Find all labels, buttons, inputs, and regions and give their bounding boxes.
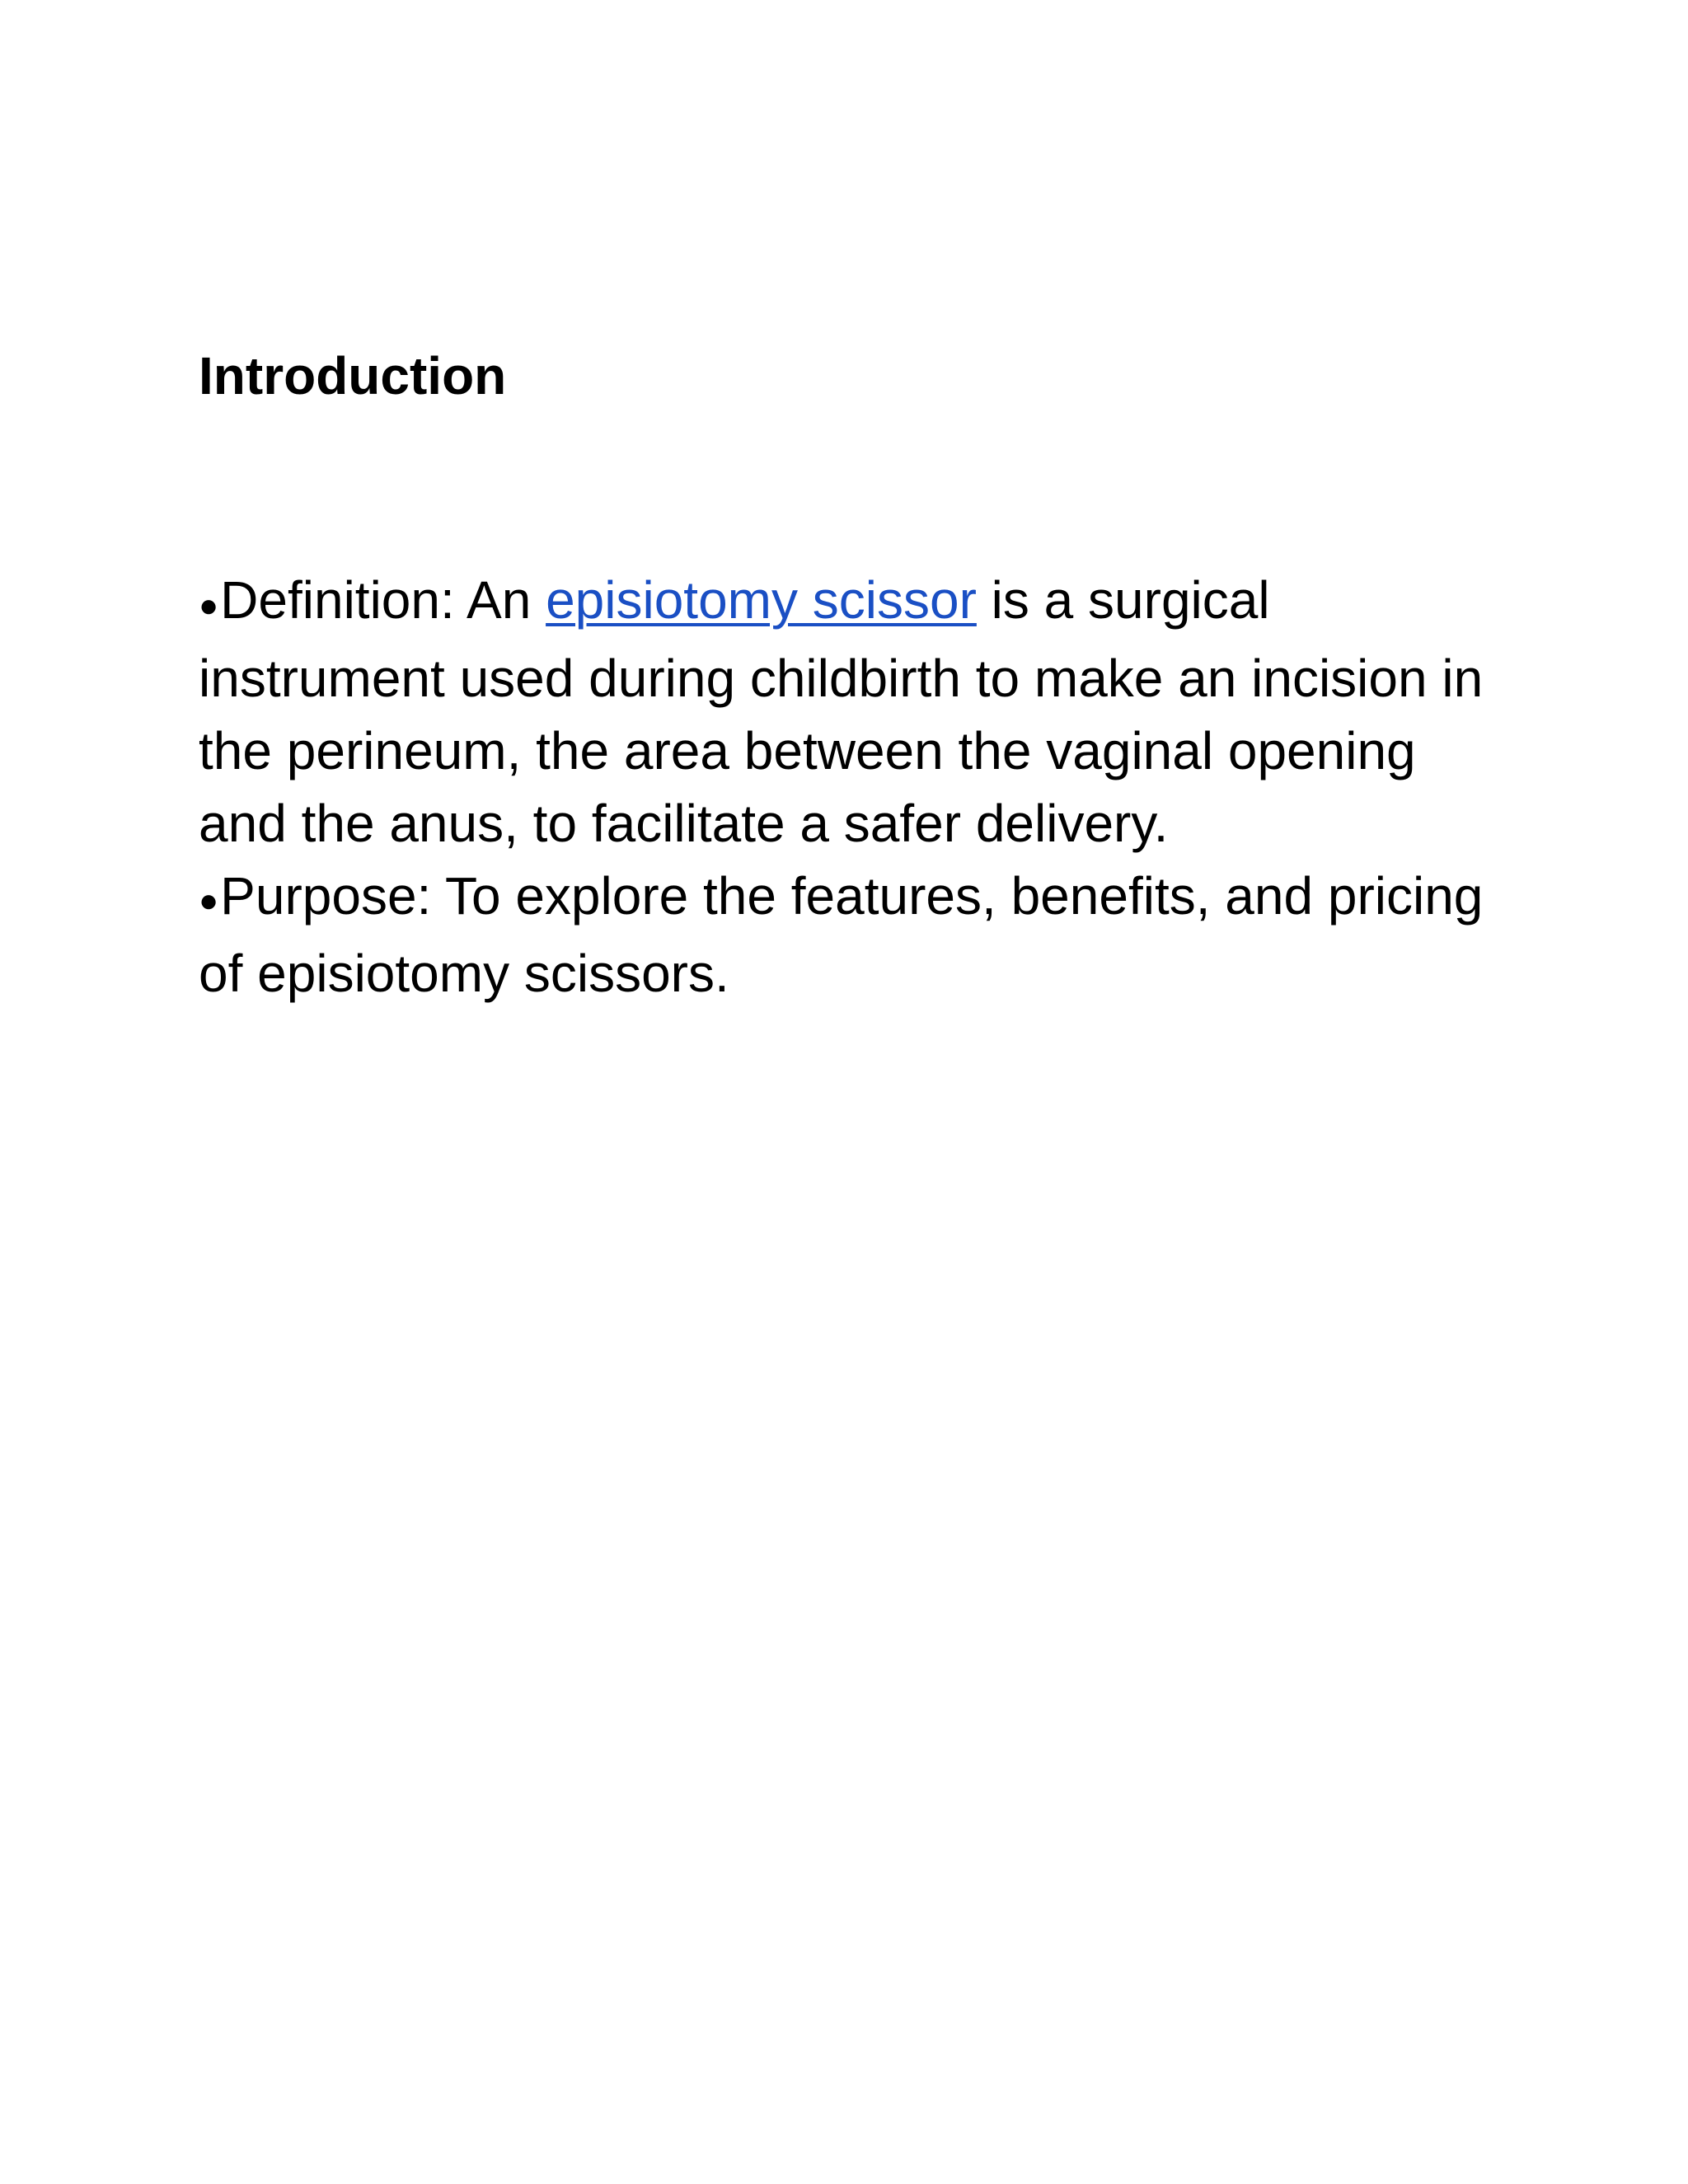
bullet-item-definition xyxy=(199,564,1484,860)
purpose-text: Purpose: To explore the features, benefits, and pricing of episiotomy scissors. xyxy=(199,865,1484,1004)
bullet-item-purpose xyxy=(199,860,1484,1010)
bullet-marker-icon: ● xyxy=(199,883,219,920)
episiotomy-scissor-link[interactable]: episiotomy scissor xyxy=(546,570,977,630)
bullet-marker-icon: ● xyxy=(199,587,219,624)
definition-text-start: Definition: An xyxy=(220,570,546,630)
definition-text-end: is a surgical instrument used during childbirth to make an incision in the perineum, the area between the vaginal opening and the anus, to facilitate a safer delivery. xyxy=(199,570,1484,853)
section-heading: Introduction xyxy=(199,346,507,405)
bullet-list xyxy=(199,564,1484,1010)
